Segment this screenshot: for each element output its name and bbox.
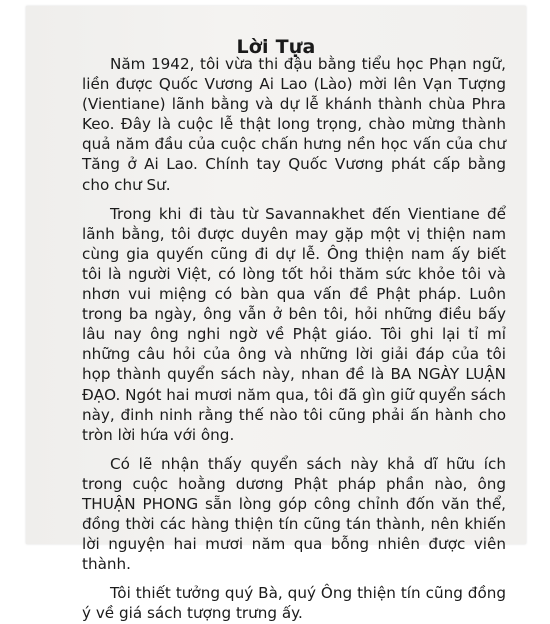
paragraph-3: Có lẽ nhận thấy quyển sách này khả dĩ hữu ích trong cuộc hoằng dương Phật pháp phần nào, ông THUẬN PHONG sẵn lòng góp công chỉnh đốn văn thể, đồng thời các hàng thiện tín cũng tán thành, nên khiến lời nguyện hai mươi năm qua bỗng nhiên được viên thành. [82, 454, 506, 574]
page-title: Lời Tựa [236, 35, 316, 58]
preface-body [82, 54, 506, 624]
paragraph-1: Năm 1942, tôi vừa thi đậu bằng tiểu học Phạn ngữ, liền được Quốc Vương Ai Lao (Lào) mời lên Vạn Tượng (Vientiane) lãnh bằng và dự lễ khánh thành chùa Phra Keo. Đây là cuộc lễ thật long trọng, chào mừng thành quả năm đầu của cuộc chấn hưng nền học vấn của chư Tăng ở Ai Lao. Chính tay Quốc Vương phát cấp bằng cho chư Sư. [82, 55, 506, 194]
book-page [26, 6, 526, 623]
paragraph-2: Trong khi đi tàu từ Savannakhet đến Vientiane để lãnh bằng, tôi được duyên may gặp một vị thiện nam cùng gia quyến cũng đi dự lễ. Ông thiện nam ấy biết tôi là người Việt, có lòng tốt hỏi thăm sức khỏe tôi và nhơn vui miệng có bàn qua vấn đề Phật pháp. Luôn trong ba ngày, ông vẫn ở bên tôi, hỏi những điều bấy lâu nay ông nghi ngờ về Phật giáo. Tôi ghi lại tỉ mỉ những câu hỏi của ông và những lời giải đáp của tôi họp thành quyển sách này, nhan đề là BA NGÀY LUẬN ĐẠO. Ngót hai mươi năm qua, tôi đã gìn giữ quyển sách này, đinh ninh rằng thế nào tôi cũng phải ấn hành cho tròn lời hứa với ông. [82, 204, 506, 444]
paragraph-4: Tôi thiết tưởng quý Bà, quý Ông thiện tín cũng đồng ý về giá sách tượng trưng ấy. [82, 584, 506, 623]
show-through-text [306, 6, 516, 26]
